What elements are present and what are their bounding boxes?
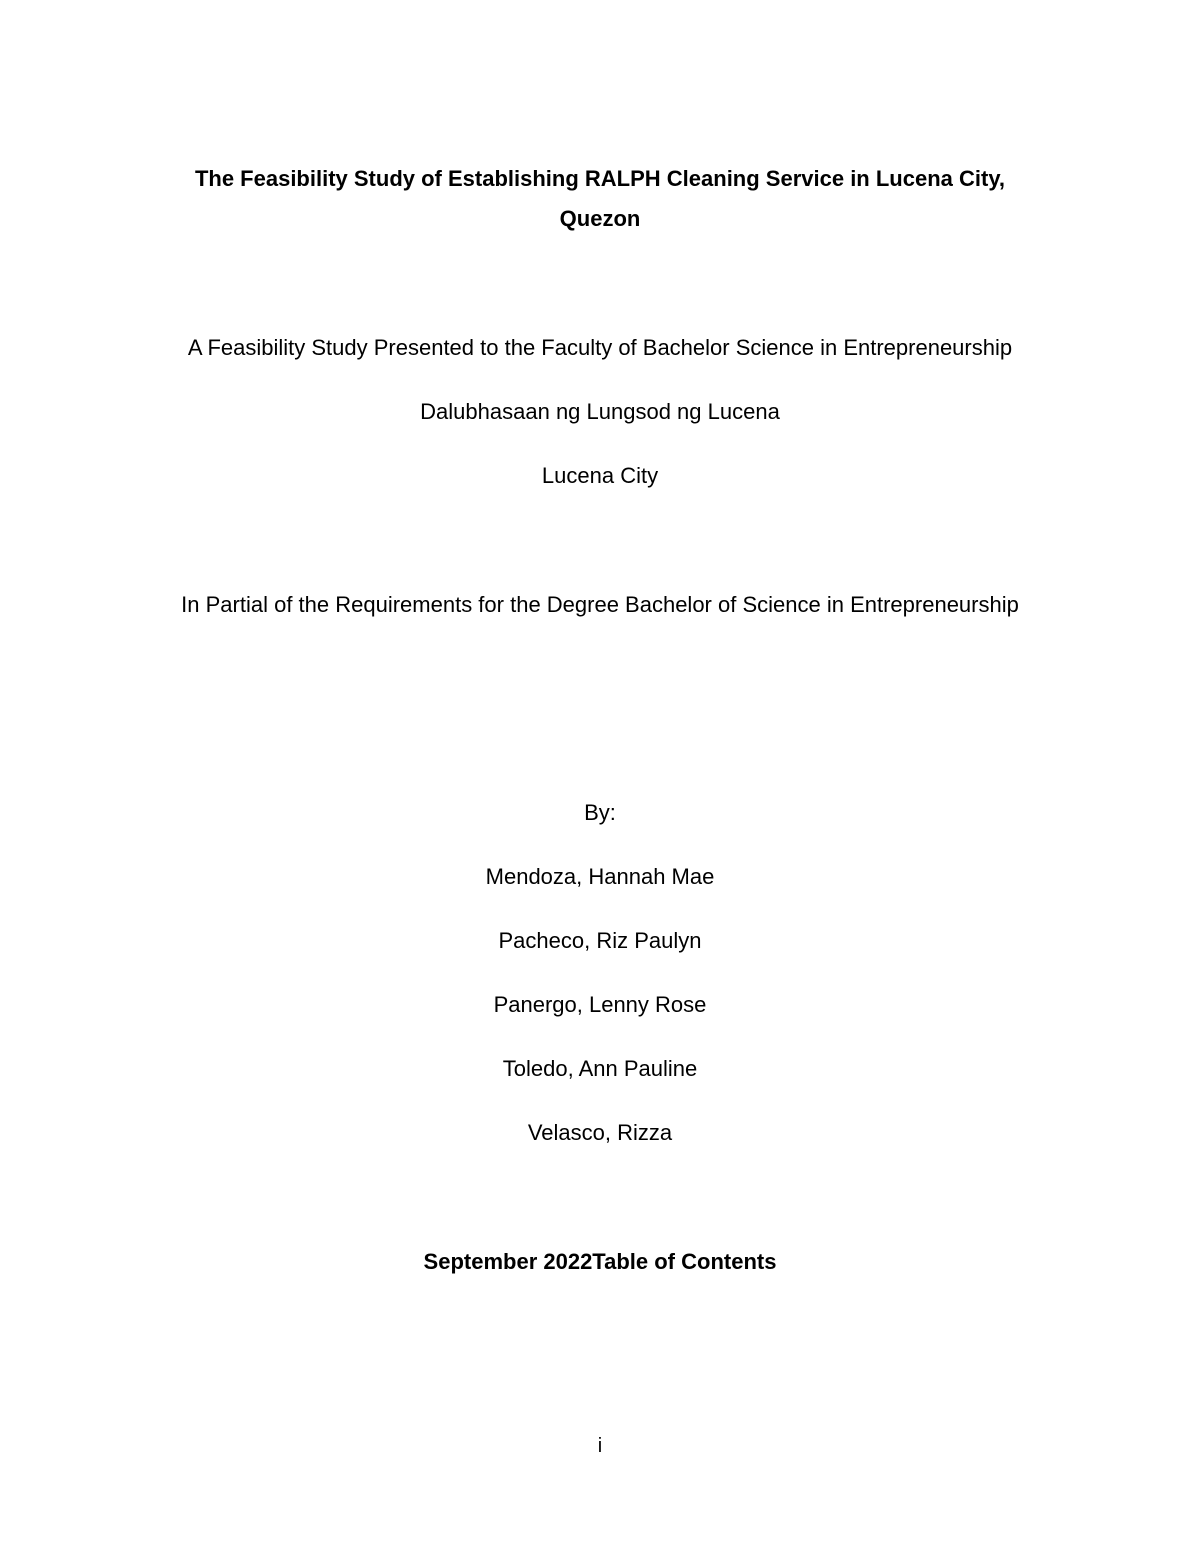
author-name: Toledo, Ann Pauline (502, 1056, 698, 1081)
page-number: i (597, 1435, 603, 1457)
title-line-2: Quezon (559, 206, 641, 231)
city-line: Lucena City (541, 463, 659, 488)
author-name: Panergo, Lenny Rose (493, 992, 707, 1017)
date-and-toc-heading: September 2022Table of Contents (423, 1249, 777, 1274)
author-name: Mendoza, Hannah Mae (485, 864, 715, 889)
author-name: Velasco, Rizza (527, 1120, 673, 1145)
by-label: By: (584, 800, 616, 825)
institution-line: Dalubhasaan ng Lungsod ng Lucena (420, 399, 780, 424)
title-line-1: The Feasibility Study of Establishing RALPH Cleaning Service in Lucena City, (194, 166, 1006, 191)
author-name: Pacheco, Riz Paulyn (498, 928, 702, 953)
presented-to-line: A Feasibility Study Presented to the Faculty of Bachelor Science in Entrepreneurship (187, 335, 1013, 360)
requirement-line: In Partial of the Requirements for the Degree Bachelor of Science in Entrepreneurship (181, 592, 1019, 617)
